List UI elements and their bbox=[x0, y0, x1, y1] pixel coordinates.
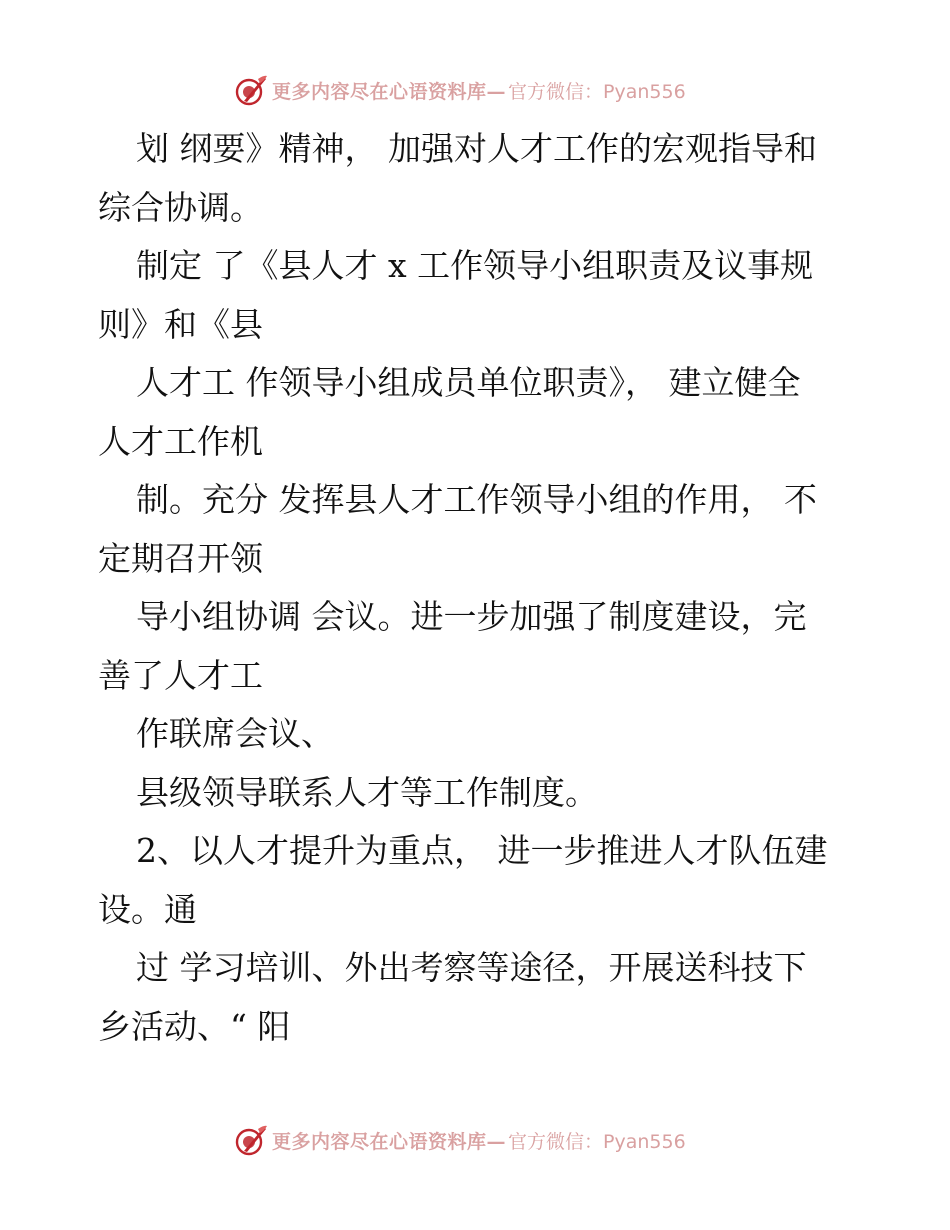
text-line: 人才工 作领导小组成员单位职责》， 建立健全 bbox=[136, 363, 801, 402]
text-line: 制。充分 发挥县人才工作领导小组的作用， 不 bbox=[136, 480, 817, 519]
text-line: 2、以人才提升为重点， 进一步推进人才队伍建 bbox=[136, 831, 828, 870]
watermark-site-text: 更多内容尽在心语资料库— bbox=[272, 80, 507, 103]
text-line: 划 纲要》精神， 加强对人才工作的宏观指导和 bbox=[136, 129, 817, 168]
watermark-wechat-text: 官方微信：Pyan556 bbox=[508, 80, 686, 103]
quill-logo-icon bbox=[234, 1123, 268, 1157]
text-line: 乡活动、“ 阳 bbox=[98, 1006, 291, 1046]
text-line: 善了人才工 bbox=[98, 655, 263, 695]
text-line: 设。通 bbox=[98, 889, 197, 929]
text-line: 综合协调。 bbox=[98, 187, 263, 227]
watermark-wechat-text: 官方微信：Pyan556 bbox=[508, 1130, 686, 1153]
header-watermark bbox=[234, 72, 686, 108]
text-line: 人才工作机 bbox=[98, 421, 263, 461]
text-line: 定期召开领 bbox=[98, 538, 263, 578]
text-line: 制定 了《县人才 x 工作领导小组职责及议事规 bbox=[136, 246, 814, 285]
document-body bbox=[98, 120, 858, 1056]
text-line: 作联席会议、 bbox=[136, 714, 334, 753]
text-line: 则》和《县 bbox=[98, 304, 263, 344]
text-line: 过 学习培训、外出考察等途径，开展送科技下 bbox=[136, 948, 807, 987]
footer-watermark bbox=[234, 1122, 686, 1158]
text-line: 导小组协调 会议。进一步加强了制度建设，完 bbox=[136, 597, 807, 636]
watermark-site-text: 更多内容尽在心语资料库— bbox=[272, 1130, 507, 1153]
quill-logo-icon bbox=[234, 73, 268, 107]
text-line: 县级领导联系人才等工作制度。 bbox=[136, 772, 598, 812]
